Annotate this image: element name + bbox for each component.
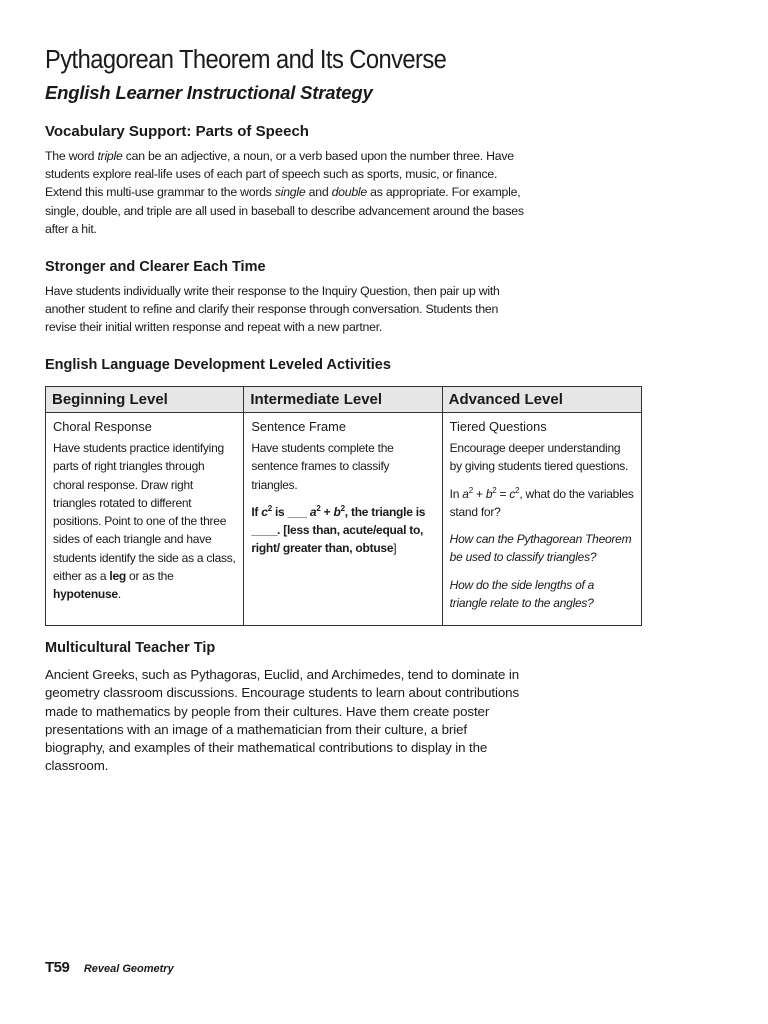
- beginning-text-2: or as the: [125, 569, 174, 584]
- beginning-text-1: Have students practice identifying parts of right triangles through choral response. Draw right triangles rotated to different positions. Point to one of the three sides of each triangle and have students identify the side as a class, either as a: [53, 441, 236, 584]
- advanced-question-3: How do the side lengths of a triangle relate to the angles?: [449, 577, 595, 611]
- page-subtitle: English Learner Instructional Strategy: [45, 82, 373, 103]
- vocabulary-heading: Vocabulary Support: Parts of Speech: [45, 123, 309, 140]
- frame-is: is ___: [271, 504, 310, 519]
- vocab-word-triple: triple: [97, 149, 123, 163]
- q1-var-b: b: [485, 486, 493, 501]
- intermediate-text: Have students complete the sentence frames to classify triangles.: [251, 441, 394, 492]
- q1-var-c: c: [509, 486, 516, 501]
- vocab-text-3: and: [305, 185, 332, 200]
- frame-plus: +: [320, 504, 334, 519]
- beginning-text: [53, 439, 236, 604]
- page-title: Pythagorean Theorem and Its Converse: [45, 46, 447, 74]
- term-leg: leg: [109, 569, 126, 584]
- frame-var-a: a: [309, 504, 317, 519]
- frame-rest: , the triangle is ____. [less than, acute/equal to, right/ greater than, obtuse: [251, 504, 426, 556]
- q1-var-a: a: [462, 486, 469, 501]
- q1-exp-c: 2: [515, 485, 520, 495]
- q1-rest: , what do the variables stand for?: [449, 486, 634, 519]
- multicultural-paragraph: Ancient Greeks, such as Pythagoras, Euclid, and Archimedes, tend to dominate in geometry classroom discussions. Encourage students to learn about contributions made to mathematics by people from their cultures. Have them create poster presentations with an image of a mathematician from their culture, a brief biography, and examples of their mathematical contributions to display in the classroom.: [45, 667, 520, 774]
- multicultural-section: [45, 638, 530, 776]
- intermediate-title: Sentence Frame: [251, 419, 346, 434]
- column-header-advanced: Advanced Level: [442, 387, 641, 413]
- vocab-text-1: The word: [45, 149, 98, 163]
- q1-in: In: [449, 486, 463, 501]
- multicultural-heading: Multicultural Teacher Tip: [45, 640, 216, 656]
- frame-var-c: c: [261, 504, 268, 519]
- stronger-clearer-heading: Stronger and Clearer Each Time: [45, 259, 266, 275]
- intermediate-cell: [244, 413, 442, 626]
- column-header-intermediate: Intermediate Level: [244, 387, 442, 413]
- vocabulary-paragraph: [45, 147, 525, 238]
- eld-heading: English Language Development Leveled Activities: [45, 357, 391, 373]
- advanced-question-1: [450, 485, 634, 522]
- advanced-cell: [442, 413, 641, 626]
- page-number: T59: [45, 959, 70, 976]
- frame-var-b: b: [333, 504, 341, 519]
- advanced-text: Encourage deeper understanding by giving students tiered questions.: [449, 441, 629, 474]
- beginning-cell: [46, 413, 244, 626]
- beginning-title: Choral Response: [53, 419, 152, 434]
- frame-exp-b: 2: [340, 503, 345, 513]
- table-row: [46, 413, 642, 626]
- q1-exp-a: 2: [468, 485, 473, 495]
- leveled-activities-table: [45, 386, 642, 626]
- frame-close: ]: [393, 541, 397, 556]
- frame-exp-c: 2: [267, 503, 272, 513]
- vocab-word-double: double: [331, 185, 368, 200]
- advanced-question-2: How can the Pythagorean Theorem be used to classify triangles?: [449, 532, 632, 565]
- advanced-title: Tiered Questions: [449, 419, 547, 434]
- q1-plus: +: [472, 486, 486, 501]
- stronger-clearer-paragraph: Have students individually write their response to the Inquiry Question, then pair up with another student to refine and clarify their response through conversation. Students then revise their initial written response and repeat with a new partner.: [45, 284, 500, 335]
- vocabulary-section: [45, 122, 525, 238]
- frame-if: If: [251, 504, 262, 519]
- beginning-text-3: .: [117, 587, 121, 602]
- eld-section: [45, 355, 391, 375]
- vocab-word-single: single: [274, 185, 306, 200]
- stronger-clearer-section: [45, 257, 525, 337]
- column-header-beginning: Beginning Level: [46, 387, 244, 413]
- q1-equals: =: [496, 486, 510, 501]
- frame-exp-a: 2: [316, 503, 321, 513]
- table-header-row: [46, 387, 642, 413]
- q1-exp-b: 2: [492, 485, 497, 495]
- vocab-text-2: can be an adjective, a noun, or a verb based upon the number three. Have students explore real-life uses of each part of speech such as sports, music, or finance. Extend this multi-use grammar to the words: [45, 149, 514, 200]
- book-title: Reveal Geometry: [83, 963, 174, 975]
- page-footer: [45, 959, 174, 977]
- page: [45, 44, 645, 774]
- sentence-frame: [251, 503, 434, 558]
- term-hypotenuse: hypotenuse: [53, 587, 118, 602]
- vocab-text-4: as appropriate. For example, single, double, and triple are all used in baseball to describe advancement around the bases after a hit.: [45, 185, 524, 236]
